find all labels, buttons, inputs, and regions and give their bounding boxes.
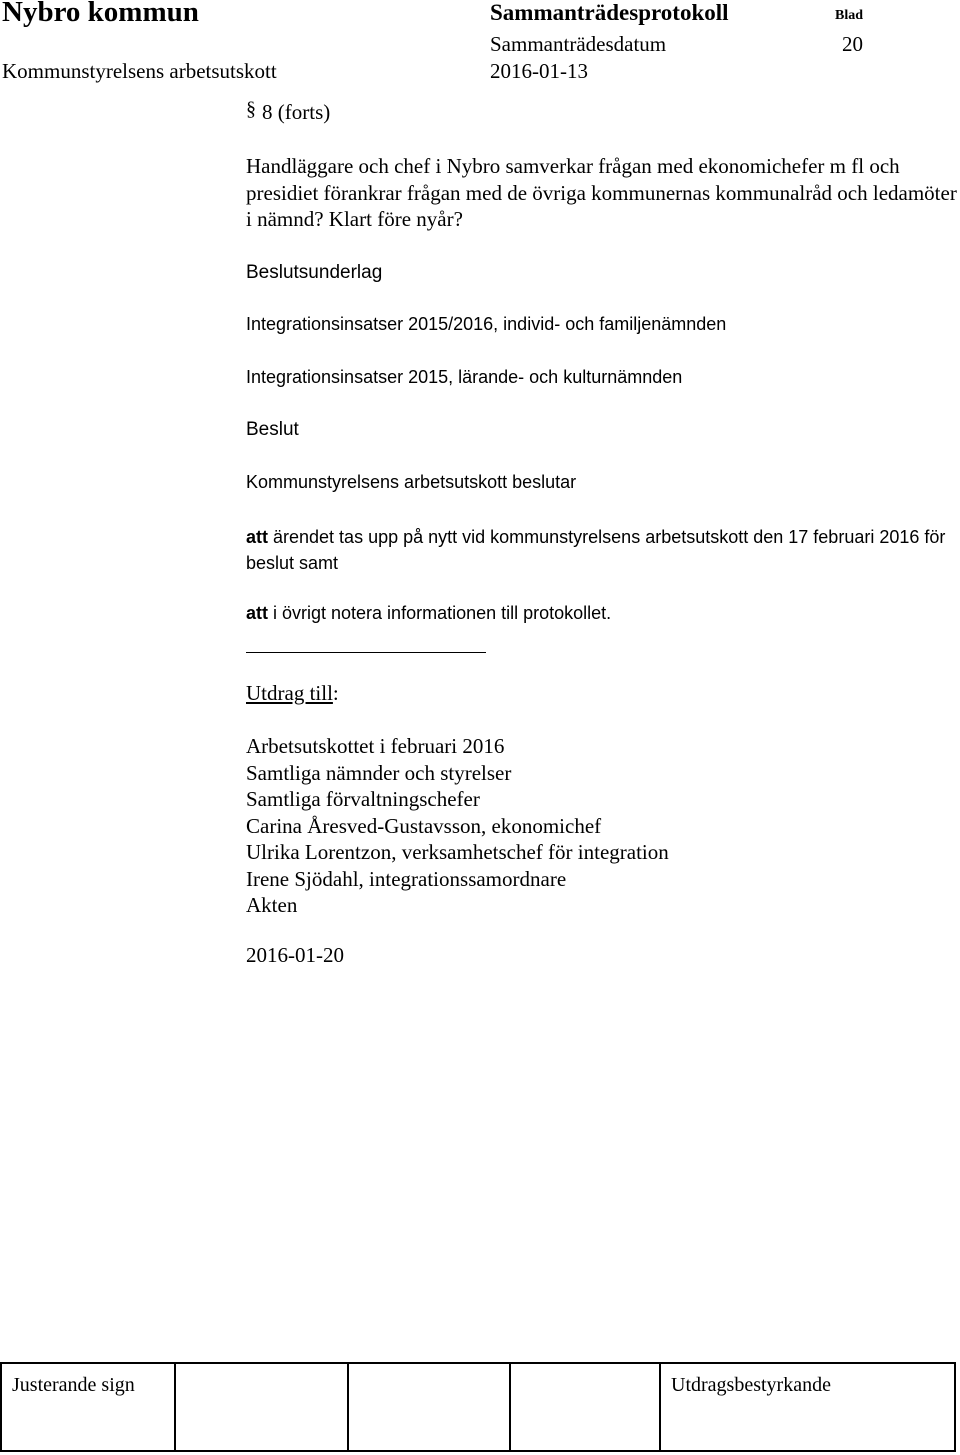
decision-basis-heading: Beslutsunderlag [246,262,383,283]
organization-name: Nybro kommun [2,0,199,28]
extract-heading-colon: : [332,681,339,705]
document-title: Sammanträdesprotokoll [490,0,729,25]
section-label: 8 (forts) [262,100,331,124]
decision-basis-item: Integrationsinsatser 2015, lärande- och kulturnämnden [246,367,683,387]
decision-heading: Beslut [246,419,299,440]
page-number: 20 [842,32,863,56]
intro-paragraph: Handläggare och chef i Nybro samverkar frågan med ekonomichefer m fl och presidiet förankrar frågan med de övriga kommunernas kommunalråd och ledamöter i nämnd? Klart före nyår? [246,154,957,231]
signature-cell [176,1364,349,1450]
signature-cell [511,1364,661,1450]
meeting-date-label: Sammanträdesdatum [490,32,667,56]
signature-cell-adjuster: Justerande sign [2,1364,176,1450]
signature-cell [349,1364,511,1450]
page-label: Blad [835,8,864,23]
decision-clause [246,524,946,576]
clause-text: ärendet tas upp på nytt vid kommunstyrelsens arbetsutskott den 17 februari 2016 för beslut samt [246,527,946,573]
list-item: Samtliga förvaltningschefer [246,787,480,811]
meeting-date: 2016-01-13 [490,59,588,83]
section-heading [246,100,330,125]
recipient-list [246,733,669,919]
decision-clause [246,603,611,624]
extract-heading [246,681,339,706]
committee-name: Kommunstyrelsens arbetsutskott [2,59,277,83]
signature-cell-certification: Utdragsbestyrkande [671,1374,831,1396]
decision-basis-item: Integrationsinsatser 2015/2016, individ- och familjenämnden [246,314,727,334]
list-item: Irene Sjödahl, integrationssamordnare [246,866,567,891]
separator-line [246,652,486,653]
clause-text: i övrigt notera informationen till protokollet. [268,603,612,623]
extract-heading-label: Utdrag till [246,681,333,705]
list-item: Carina Åresved-Gustavsson, ekonomichef [246,813,602,838]
list-item: Arbetsutskottet i februari 2016 [246,734,505,758]
signature-table [0,1362,956,1452]
extract-date: 2016-01-20 [246,943,344,967]
list-item: Akten [246,893,298,917]
clause-keyword: att [246,603,268,623]
section-sign-icon: § [246,98,256,120]
clause-keyword: att [246,527,268,547]
list-item: Ulrika Lorentzon, verksamhetschef för integration [246,840,669,864]
decision-intro: Kommunstyrelsens arbetsutskott beslutar [246,472,577,492]
list-item: Samtliga nämnder och styrelser [246,760,512,785]
